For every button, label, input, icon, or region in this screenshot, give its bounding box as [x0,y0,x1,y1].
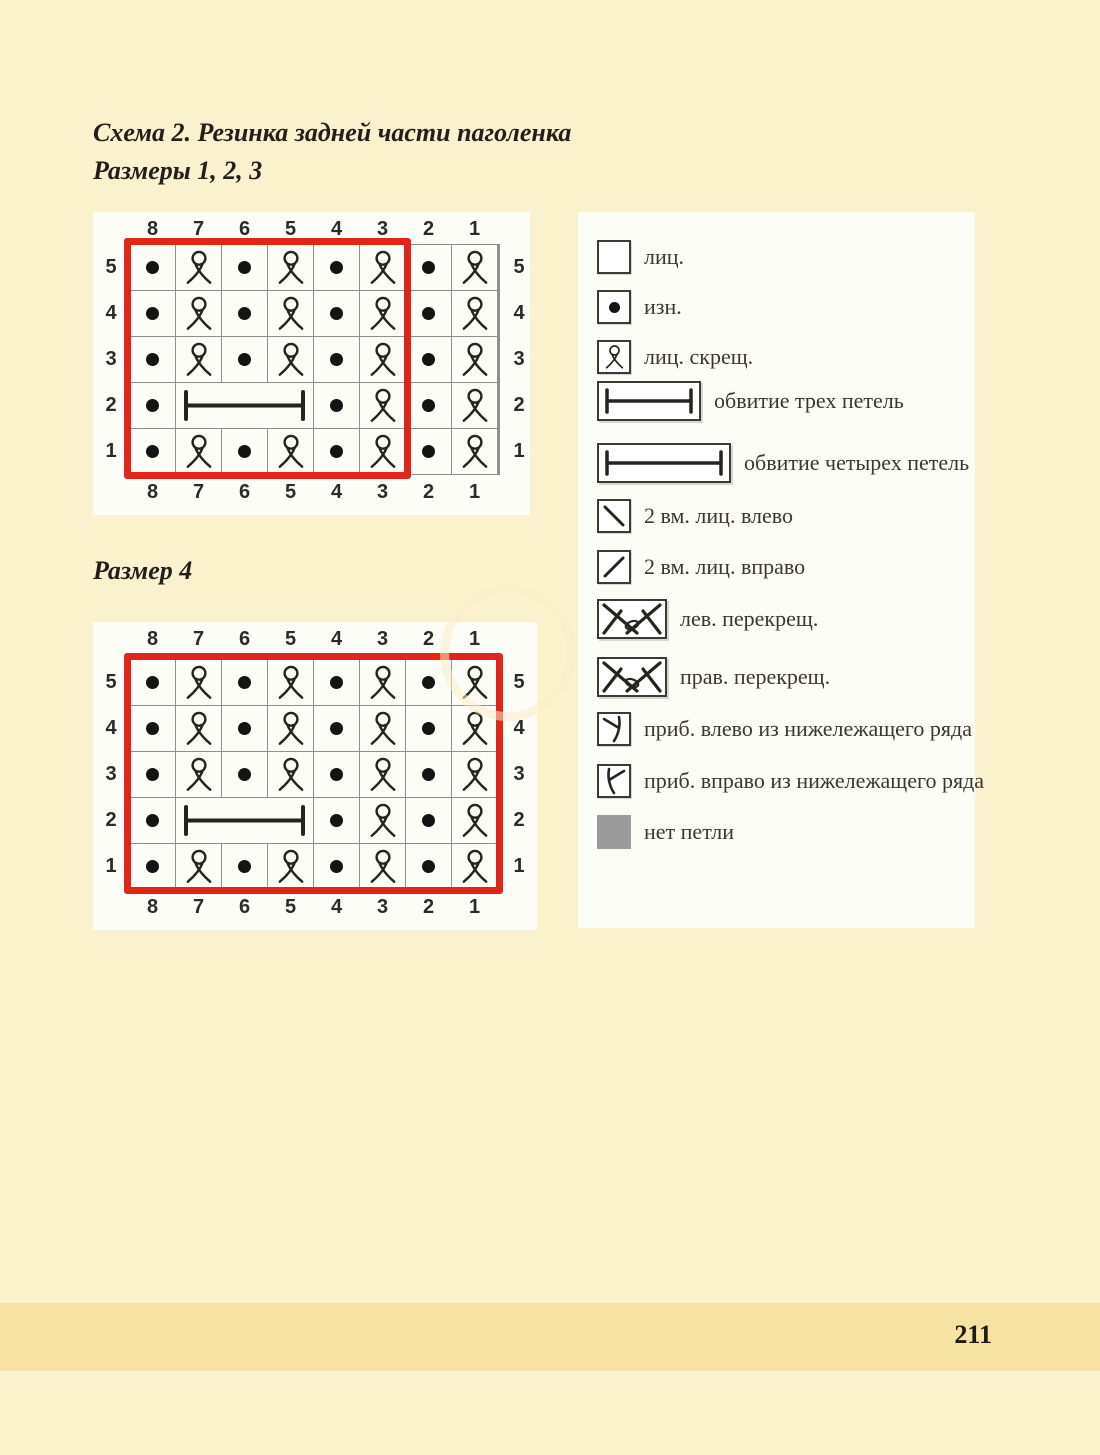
chart-cell [314,291,359,336]
chart-cell [406,706,451,751]
column-number-bottom: 6 [238,896,251,918]
row-number-right: 1 [513,440,525,462]
chart-title-line2: Размеры 1, 2, 3 [93,156,263,185]
row-number-right: 3 [513,348,525,370]
chart-cell [176,706,221,751]
chart-cell [314,844,359,889]
chart-cell [452,337,497,382]
footer-band [0,1303,1100,1371]
chart-cell [268,291,313,336]
purl-dot-icon [146,722,159,735]
column-number-bottom: 5 [284,481,297,503]
chart-cell [406,337,451,382]
chart-cell [130,383,175,428]
purl-dot-icon [238,261,251,274]
chart-cell [314,706,359,751]
ktbl-icon [367,710,399,747]
ktbl-icon [459,710,491,747]
chart-cell [360,245,405,290]
legend-item-knit-square [597,236,684,278]
chart-cell [406,844,451,889]
chart-cell [268,844,313,889]
ktbl-icon [367,249,399,286]
legend-item-cross-right [597,656,830,698]
legend-item-k2tog-left [597,495,793,537]
row-number-right: 4 [513,302,525,324]
column-number-bottom: 7 [192,896,205,918]
chart-cell [268,429,313,474]
ktbl-icon [183,756,215,793]
row-number-left: 4 [105,717,117,739]
purl-dot-icon [238,860,251,873]
chart-cell [406,291,451,336]
purl-dot-icon [330,860,343,873]
wrap-icon [176,383,313,428]
ktbl-icon [183,249,215,286]
legend-panel [578,212,985,928]
column-number-bottom: 6 [238,481,251,503]
ktbl-icon [183,848,215,885]
column-number-top: 1 [468,218,481,240]
chart-cell [314,337,359,382]
purl-dot-icon [330,353,343,366]
chart-cell [130,429,175,474]
purl-dot-icon [330,768,343,781]
chart-cell [360,429,405,474]
purl-dot-icon [238,676,251,689]
chart-cell [452,245,497,290]
row-number-left: 3 [105,763,117,785]
column-number-top: 8 [146,218,159,240]
legend-label: обвитие трех петель [714,388,904,413]
ktbl-icon [367,387,399,424]
wrap3-icon [597,381,701,421]
column-number-top: 3 [376,628,389,650]
chart-cell [406,383,451,428]
chart-cell [222,429,267,474]
purl-square-icon [597,290,631,324]
ktbl-icon [275,848,307,885]
wrap4-icon [597,443,731,483]
ktbl-icon [459,295,491,332]
column-number-bottom: 7 [192,481,205,503]
chart-cell [360,798,405,843]
wrap-icon [601,447,727,479]
ktbl-icon [603,344,626,370]
chart-cell [360,706,405,751]
chart-cell [130,706,175,751]
column-number-bottom: 8 [146,896,159,918]
chart-cell [268,660,313,705]
legend-item-ktbl-square [597,336,753,378]
chart-cell [314,752,359,797]
purl-dot-icon [146,445,159,458]
chart-cell [268,706,313,751]
chart-cell [176,844,221,889]
purl-dot-icon [146,860,159,873]
ktbl-icon [183,664,215,701]
row-number-left: 5 [105,256,117,278]
stitch-grid [129,244,500,475]
purl-dot-icon [238,722,251,735]
legend-label: 2 вм. лиц. влево [644,503,794,528]
k2tog-left-icon [597,499,631,533]
ktbl-icon [459,341,491,378]
purl-dot-icon [609,302,620,313]
chart-panel-sizes-1-2-3 [93,212,530,515]
chart-cell [222,844,267,889]
purl-dot-icon [146,261,159,274]
chart-cell [406,429,451,474]
ktbl-square-icon [597,340,631,374]
ktbl-icon [275,664,307,701]
chart-cell [222,752,267,797]
chart-cell [452,798,497,843]
ktbl-icon [367,341,399,378]
ktbl-icon [459,433,491,470]
ktbl-icon [367,756,399,793]
purl-dot-icon [422,353,435,366]
purl-dot-icon [146,676,159,689]
chart-cell [406,245,451,290]
chart-cell [406,660,451,705]
purl-dot-icon [330,722,343,735]
legend-label: лиц. [644,244,685,269]
inc-right-icon [597,764,631,798]
legend-label: лев. перекрещ. [680,606,819,631]
chart-title-line1: Схема 2. Резинка задней части паголенка [93,118,572,147]
column-number-top: 5 [284,628,297,650]
purl-dot-icon [422,860,435,873]
chart-cell [406,752,451,797]
purl-dot-icon [330,261,343,274]
chart-cell [130,660,175,705]
row-number-left: 1 [105,440,117,462]
legend-label: изн. [644,294,682,319]
wrap-icon [176,798,313,843]
column-number-bottom: 8 [146,481,159,503]
legend-label: обвитие четырех петель [744,450,970,475]
legend-item-cross-left [597,598,818,640]
chart-cell [360,844,405,889]
row-number-right: 1 [513,855,525,877]
chart-cell [130,844,175,889]
column-number-bottom: 2 [422,896,435,918]
chart-cell [176,752,221,797]
chart-cell [130,245,175,290]
purl-dot-icon [330,676,343,689]
ktbl-icon [367,848,399,885]
knit-square-icon [597,240,631,274]
purl-dot-icon [146,353,159,366]
chart-cell [176,429,221,474]
wrap-icon [601,385,697,417]
ktbl-icon [275,295,307,332]
purl-dot-icon [422,261,435,274]
legend-item-wrap4 [597,442,969,484]
row-number-right: 5 [513,256,525,278]
chart-cell [222,245,267,290]
stitch-grid [129,659,500,890]
legend-label: приб. вправо из нижележащего ряда [644,768,985,793]
row-number-left: 5 [105,671,117,693]
purl-dot-icon [330,814,343,827]
chart-cell [406,798,451,843]
purl-dot-icon [422,399,435,412]
column-number-top: 2 [422,218,435,240]
purl-dot-icon [422,814,435,827]
column-number-top: 4 [330,628,343,650]
legend-label: прав. перекрещ. [680,664,831,689]
legend-item-no-stitch [597,811,734,853]
column-number-bottom: 4 [330,896,343,918]
chart-cell [130,752,175,797]
chart-cell [452,752,497,797]
column-number-bottom: 3 [376,481,389,503]
legend-item-k2tog-right [597,546,805,588]
ktbl-icon [275,756,307,793]
column-number-bottom: 3 [376,896,389,918]
chart-cell [314,798,359,843]
chart-cell [360,383,405,428]
chart-cell [452,383,497,428]
legend-item-purl-square [597,286,682,328]
legend-item-wrap3 [597,380,904,422]
k2tog-right-icon [597,550,631,584]
cross-left-icon [597,599,667,639]
no-stitch-icon [597,815,631,849]
purl-dot-icon [422,445,435,458]
column-number-top: 7 [192,218,205,240]
column-number-top: 2 [422,628,435,650]
row-number-right: 2 [513,809,525,831]
purl-dot-icon [146,399,159,412]
purl-dot-icon [146,307,159,320]
chart-cell [222,337,267,382]
ktbl-icon [459,664,491,701]
ktbl-icon [275,341,307,378]
chart-cell [176,337,221,382]
column-number-top: 5 [284,218,297,240]
chart-cell [360,752,405,797]
ktbl-icon [367,433,399,470]
ktbl-icon [459,756,491,793]
chart-cell [360,660,405,705]
chart-cell [314,660,359,705]
chart-cell [452,844,497,889]
chart-cell [452,291,497,336]
column-number-top: 3 [376,218,389,240]
ktbl-icon [367,802,399,839]
chart-cell [314,245,359,290]
purl-dot-icon [146,768,159,781]
ktbl-icon [459,848,491,885]
ktbl-icon [367,295,399,332]
chart-cell [452,660,497,705]
chart-cell [268,245,313,290]
purl-dot-icon [422,768,435,781]
purl-dot-icon [330,307,343,320]
purl-dot-icon [422,307,435,320]
purl-dot-icon [422,722,435,735]
chart-cell [130,798,175,843]
chart-cell [452,429,497,474]
purl-dot-icon [238,307,251,320]
legend-label: нет петли [644,819,735,844]
column-number-top: 4 [330,218,343,240]
ktbl-icon [459,249,491,286]
purl-dot-icon [146,814,159,827]
chart-cell [176,291,221,336]
column-number-top: 6 [238,218,251,240]
column-number-top: 7 [192,628,205,650]
row-number-left: 2 [105,809,117,831]
column-number-bottom: 5 [284,896,297,918]
column-number-top: 8 [146,628,159,650]
size4-heading: Размер 4 [93,556,193,585]
page-number: 211 [954,1320,992,1349]
column-number-bottom: 1 [468,896,481,918]
ktbl-icon [367,664,399,701]
legend-label: лиц. скрещ. [644,344,754,369]
column-number-top: 6 [238,628,251,650]
row-number-right: 3 [513,763,525,785]
ktbl-icon [183,295,215,332]
row-number-left: 3 [105,348,117,370]
chart-cell [130,291,175,336]
chart-cell [176,245,221,290]
chart-cell [222,291,267,336]
chart-cell [314,383,359,428]
chart-cell [360,291,405,336]
row-number-left: 4 [105,302,117,324]
ktbl-icon [183,710,215,747]
ktbl-icon [275,249,307,286]
row-number-right: 2 [513,394,525,416]
legend-item-inc-right [597,760,984,802]
ktbl-icon [459,387,491,424]
purl-dot-icon [238,768,251,781]
column-number-bottom: 4 [330,481,343,503]
purl-dot-icon [330,399,343,412]
row-number-right: 5 [513,671,525,693]
cross-right-icon [597,657,667,697]
row-number-right: 4 [513,717,525,739]
ktbl-icon [459,802,491,839]
chart-cell [176,798,313,843]
legend-label: приб. влево из нижележащего ряда [644,716,972,741]
row-number-left: 2 [105,394,117,416]
ktbl-icon [183,341,215,378]
chart-cell [130,337,175,382]
legend-label: 2 вм. лиц. вправо [644,554,806,579]
chart-cell [360,337,405,382]
chart-panel-size-4 [93,622,537,930]
chart-cell [222,660,267,705]
purl-dot-icon [422,676,435,689]
ktbl-icon [275,710,307,747]
chart-cell [176,383,313,428]
chart-cell [268,337,313,382]
chart-cell [452,706,497,751]
purl-dot-icon [238,353,251,366]
column-number-top: 1 [468,628,481,650]
ktbl-icon [183,433,215,470]
chart-cell [222,706,267,751]
purl-dot-icon [330,445,343,458]
chart-cell [314,429,359,474]
purl-dot-icon [238,445,251,458]
legend-item-inc-left [597,708,972,750]
page-title [93,114,571,190]
row-number-left: 1 [105,855,117,877]
inc-left-icon [597,712,631,746]
column-number-bottom: 1 [468,481,481,503]
chart-cell [268,752,313,797]
column-number-bottom: 2 [422,481,435,503]
chart-cell [176,660,221,705]
ktbl-icon [275,433,307,470]
